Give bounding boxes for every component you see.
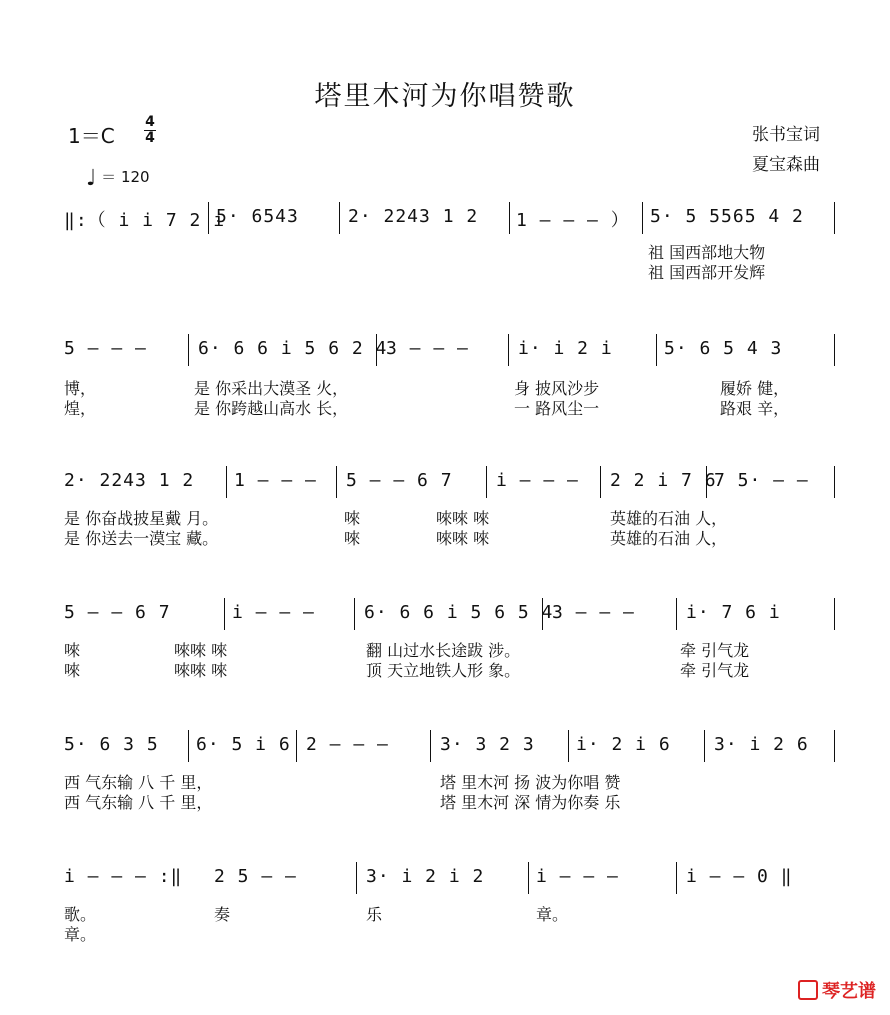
lyric-verse-1: 身 披风沙步 bbox=[514, 379, 600, 398]
watermark-logo[interactable] bbox=[798, 977, 876, 1003]
lyric-verse-1: 西 气东输 八 千 里， bbox=[64, 773, 213, 792]
measure: 3· i 2 i 2 bbox=[366, 866, 485, 887]
lyric-verse-2: 塔 里木河 深 情为你奏 乐 bbox=[440, 793, 621, 812]
lyric-verse-1: 牵 引气龙 bbox=[680, 641, 750, 660]
quarter-note-icon: ♩ bbox=[86, 166, 97, 191]
lyric-verse-1: 翻 山过水长途跋 涉。 bbox=[366, 641, 521, 660]
score-line-2 bbox=[64, 338, 836, 370]
measure: i — — 0 ‖ bbox=[686, 866, 793, 887]
lyric-verse-1: 履娇 健， bbox=[720, 379, 790, 398]
lyric-verse-2: 路艰 辛， bbox=[720, 399, 790, 418]
measure: 3· i 2 6 bbox=[714, 734, 809, 755]
tempo-marking bbox=[86, 166, 150, 191]
measure: i — — — :‖ bbox=[64, 866, 183, 887]
time-signature-bottom: 4 bbox=[145, 130, 155, 146]
watermark-text: 琴艺谱 bbox=[822, 981, 876, 1002]
key-signature: 1＝C bbox=[68, 124, 115, 148]
score-line-6 bbox=[64, 866, 836, 898]
composer-credit: 夏宝森曲 bbox=[752, 155, 820, 175]
lyric-verse-2: 章。 bbox=[64, 925, 97, 944]
measure: 5 — — 6 7 bbox=[346, 470, 453, 491]
measure: i· 2 i 6 bbox=[576, 734, 671, 755]
lyric-verse-2: 顶 天立地铁人形 象。 bbox=[366, 661, 521, 680]
measure: 6· 5 i 6 bbox=[196, 734, 291, 755]
tempo-text: ＝ 120 bbox=[101, 168, 150, 186]
score-line-4 bbox=[64, 602, 836, 634]
measure: 1 — — — bbox=[234, 470, 317, 491]
lyric-verse-2: 是 你送去一漠宝 藏。 bbox=[64, 529, 219, 548]
lyric-verse-1: 是 你奋战披星戴 月。 bbox=[64, 509, 219, 528]
measure: 2 5 — — bbox=[214, 866, 297, 887]
lyric-verse-2: 唻 bbox=[64, 661, 81, 680]
lyric-verse-2: 英雄的石油 人， bbox=[610, 529, 728, 548]
measure: 3 — — — bbox=[386, 338, 469, 359]
measure: i· i 2 i bbox=[518, 338, 613, 359]
lyric-verse-1: 博， bbox=[64, 379, 97, 398]
measure: 3 — — — bbox=[552, 602, 635, 623]
lyrics-line-3 bbox=[64, 506, 836, 546]
lyric-verse-2: 西 气东输 八 千 里， bbox=[64, 793, 213, 812]
measure: 2 2 i 7 6 bbox=[610, 470, 717, 491]
measure: ‖:（ i i 7 2 i bbox=[64, 210, 226, 231]
score-line-5 bbox=[64, 734, 836, 766]
lyric-verse-1: 奏 bbox=[214, 905, 231, 924]
lyric-verse-2: 煌， bbox=[64, 399, 97, 418]
measure: i — — — bbox=[232, 602, 315, 623]
lyrics-line-5 bbox=[64, 770, 836, 810]
measure: 3· 3 2 3 bbox=[440, 734, 535, 755]
measure: 2· 2243 1 2 bbox=[64, 470, 195, 491]
measure: 5 — — 6 7 bbox=[64, 602, 171, 623]
lyric-verse-1: 乐 bbox=[366, 905, 383, 924]
measure: 5· 6543 bbox=[216, 206, 299, 227]
measure: 5· 6 5 4 3 bbox=[664, 338, 783, 359]
lyric-verse-2: 唻唻 唻 bbox=[174, 661, 228, 680]
measure: 5· 6 3 5 bbox=[64, 734, 159, 755]
lyric-verse-1: 英雄的石油 人， bbox=[610, 509, 728, 528]
lyric-verse-2: 祖 国西部开发辉 bbox=[648, 263, 766, 282]
score-line-1 bbox=[64, 206, 836, 238]
measure: 5· 5 5565 4 2 bbox=[650, 206, 804, 227]
measure: 2 — — — bbox=[306, 734, 389, 755]
lyric-verse-2: 一 路风尘一 bbox=[514, 399, 600, 418]
time-signature-top: 4 bbox=[145, 114, 155, 130]
lyric-verse-1: 唻唻 唻 bbox=[174, 641, 228, 660]
lyric-verse-1: 是 你采出大漠圣 火， bbox=[194, 379, 349, 398]
measure: 7 5· — — bbox=[714, 470, 809, 491]
measure: i· 7 6 i bbox=[686, 602, 781, 623]
measure: 6· 6 6 i 5 6 2 4 bbox=[198, 338, 388, 359]
measure: i — — — bbox=[496, 470, 579, 491]
lyric-verse-1: 章。 bbox=[536, 905, 569, 924]
measure: 2· 2243 1 2 bbox=[348, 206, 479, 227]
lyric-verse-2: 唻唻 唻 bbox=[436, 529, 490, 548]
lyrics-line-4 bbox=[64, 638, 836, 678]
lyric-verse-2: 是 你跨越山高水 长， bbox=[194, 399, 349, 418]
lyric-verse-1: 祖 国西部地大物 bbox=[648, 243, 766, 262]
measure: 1 — — — ） bbox=[516, 210, 630, 231]
lyric-verse-1: 歌。 bbox=[64, 905, 97, 924]
score-line-3 bbox=[64, 470, 836, 502]
lyricist-credit: 张书宝词 bbox=[752, 125, 820, 145]
lyric-verse-1: 唻唻 唻 bbox=[436, 509, 490, 528]
lyric-verse-1: 唻 bbox=[64, 641, 81, 660]
lyrics-line-2 bbox=[64, 376, 836, 416]
lyric-verse-1: 唻 bbox=[344, 509, 361, 528]
page-title: 塔里木河为你唱赞歌 bbox=[314, 81, 576, 112]
measure: 5 — — — bbox=[64, 338, 147, 359]
measure: i — — — bbox=[536, 866, 619, 887]
lyric-verse-2: 唻 bbox=[344, 529, 361, 548]
lyrics-line-6 bbox=[64, 902, 836, 942]
lyric-verse-2: 牵 引气龙 bbox=[680, 661, 750, 680]
qinyipu-logo-icon bbox=[798, 980, 818, 1000]
lyrics-line-1 bbox=[64, 240, 836, 280]
measure: 6· 6 6 i 5 6 5 4 bbox=[364, 602, 554, 623]
lyric-verse-1: 塔 里木河 扬 波为你唱 赞 bbox=[440, 773, 621, 792]
time-signature bbox=[144, 116, 156, 145]
